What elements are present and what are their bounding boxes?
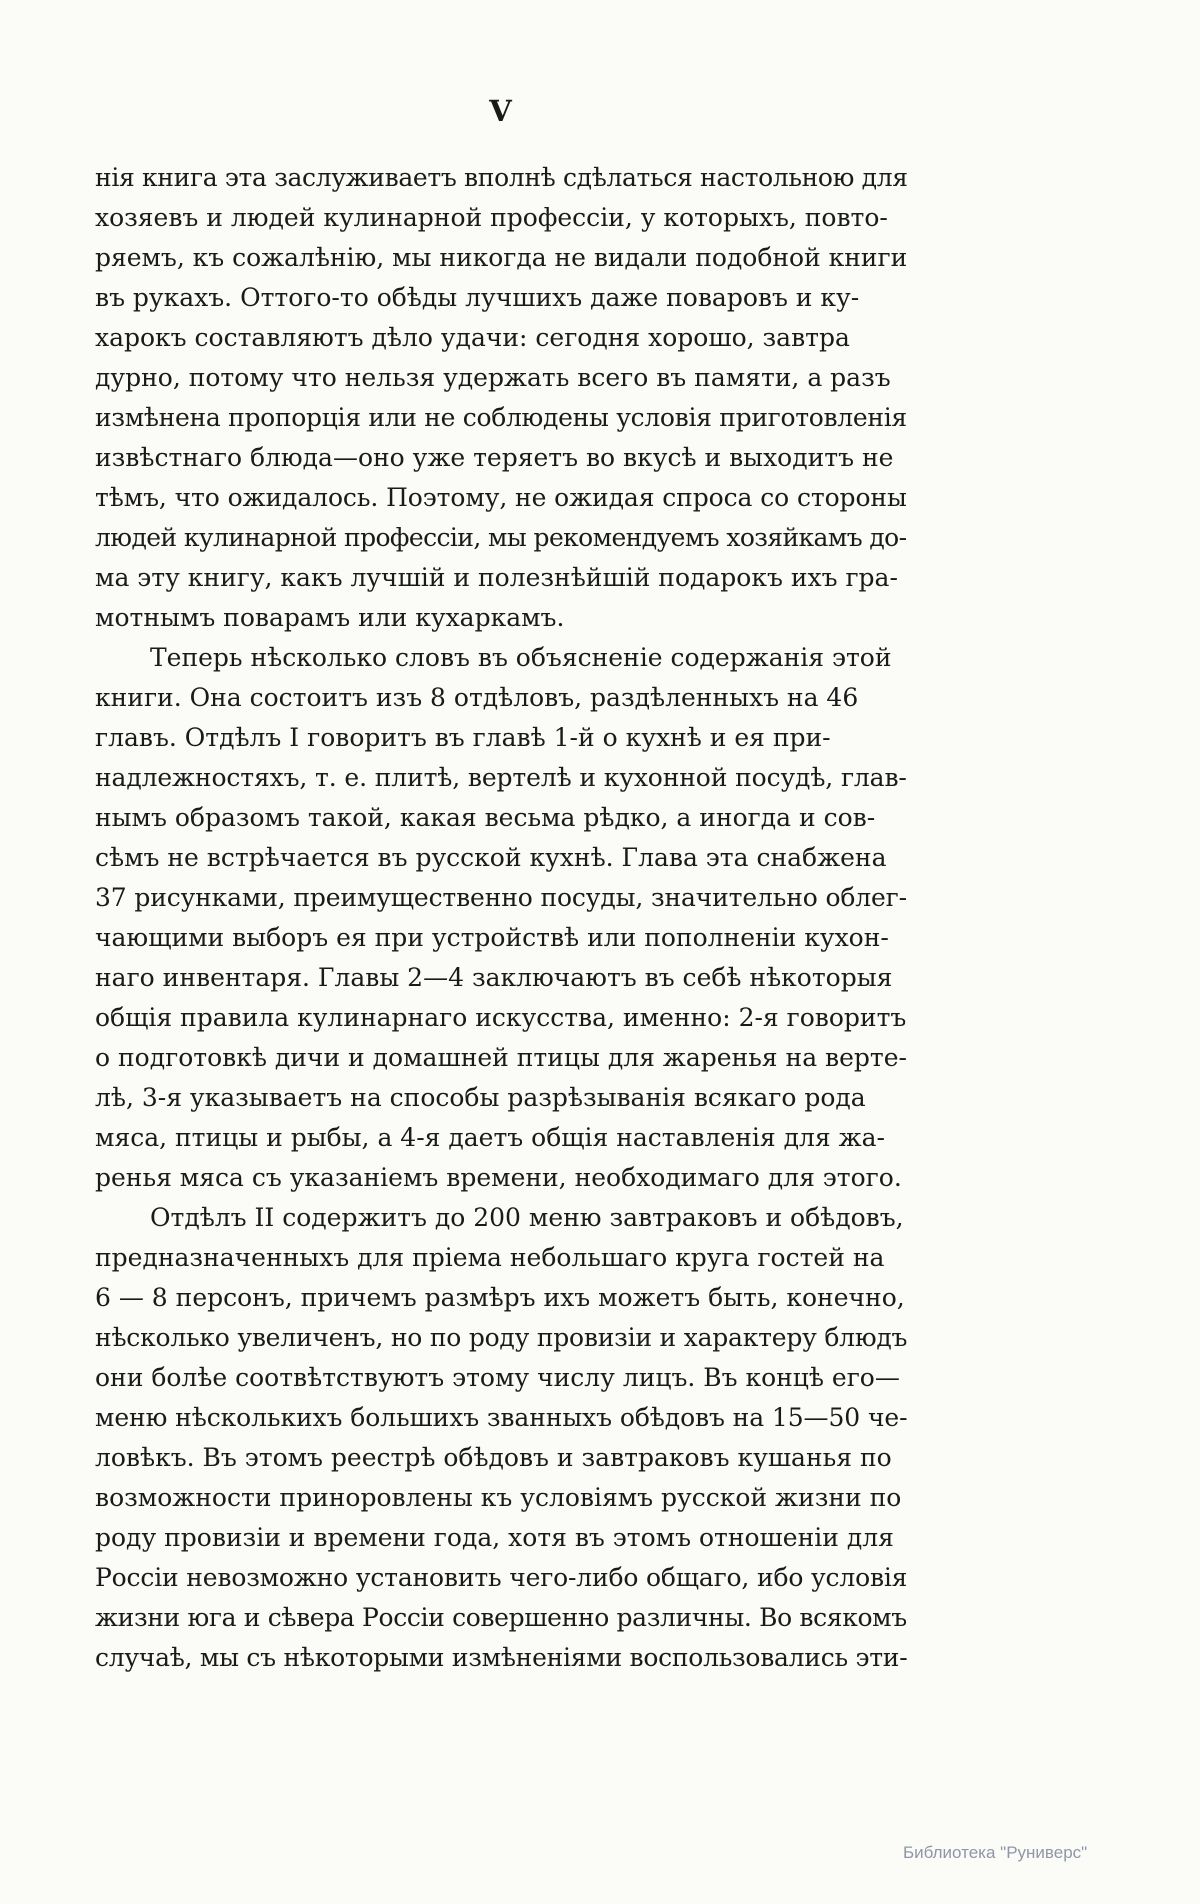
text-line: ренья мяса съ указаніемъ времени, необходимаго для этого. bbox=[95, 1163, 902, 1192]
text-line: общія правила кулинарнаго искусства, именно: 2-я говоритъ bbox=[95, 1003, 907, 1032]
text-line: меню нѣсколькихъ большихъ званныхъ обѣдовъ на 15—50 че- bbox=[95, 1403, 908, 1432]
text-line: предназначенныхъ для пріема небольшаго круга гостей на bbox=[95, 1243, 885, 1272]
text-line: книги. Она состоитъ изъ 8 отдѣловъ, раздѣленныхъ на 46 bbox=[95, 683, 859, 712]
text-line: извѣстнаго блюда—оно уже теряетъ во вкусѣ и выходитъ не bbox=[95, 443, 894, 472]
text-line: людей кулинарной профессіи, мы рекомендуемъ хозяйкамъ до- bbox=[95, 523, 907, 552]
text-line: измѣнена пропорція или не соблюдены условія приготовленія bbox=[95, 403, 907, 432]
paragraph-2 bbox=[95, 638, 907, 1198]
text-line: о подготовкѣ дичи и домашней птицы для жаренья на верте- bbox=[95, 1043, 907, 1072]
text-line: мяса, птицы и рыбы, а 4-я даетъ общія наставленія для жа- bbox=[95, 1123, 885, 1152]
text-line: главъ. Отдѣлъ I говоритъ въ главѣ 1-й о кухнѣ и ея при- bbox=[95, 723, 831, 752]
text-line: Россіи невозможно установить чего-либо общаго, ибо условія bbox=[95, 1563, 908, 1592]
text-line: сѣмъ не встрѣчается въ русской кухнѣ. Глава эта снабжена bbox=[95, 843, 887, 872]
text-line: возможности приноровлены къ условіямъ русской жизни по bbox=[95, 1483, 902, 1512]
text-line: лѣ, 3-я указываетъ на способы разрѣзыванія всякаго рода bbox=[95, 1083, 866, 1112]
text-line: надлежностяхъ, т. е. плитѣ, вертелѣ и кухонной посудѣ, глав- bbox=[95, 763, 907, 792]
text-line: роду провизіи и времени года, хотя въ этомъ отношеніи для bbox=[95, 1523, 894, 1552]
text-line: харокъ составляютъ дѣло удачи: сегодня хорошо, завтра bbox=[95, 323, 850, 352]
paragraph-3 bbox=[95, 1198, 907, 1678]
text-line: жизни юга и сѣвера Россіи совершенно различны. Во всякомъ bbox=[95, 1603, 907, 1632]
text-line: нымъ образомъ такой, какая весьма рѣдко, а иногда и сов- bbox=[95, 803, 876, 832]
page-number: V bbox=[489, 94, 513, 128]
text-line: наго инвентаря. Главы 2—4 заключаютъ въ себѣ нѣкоторыя bbox=[95, 963, 893, 992]
text-line: нія книга эта заслуживаетъ вполнѣ сдѣлаться настольною для bbox=[95, 163, 908, 192]
text-line: хозяевъ и людей кулинарной профессіи, у которыхъ, повто- bbox=[95, 203, 888, 232]
text-line: Теперь нѣсколько словъ въ объясненіе содержанія этой bbox=[150, 643, 892, 672]
text-line: дурно, потому что нельзя удержать всего въ памяти, а разъ bbox=[95, 363, 891, 392]
text-line: въ рукахъ. Оттого-то обѣды лучшихъ даже поваровъ и ку- bbox=[95, 283, 860, 312]
text-line: случаѣ, мы съ нѣкоторыми измѣненіями воспользовались эти- bbox=[95, 1643, 908, 1672]
text-line: 6 — 8 персонъ, причемъ размѣръ ихъ можетъ быть, конечно, bbox=[95, 1283, 905, 1312]
text-line: 37 рисунками, преимущественно посуды, значительно облег- bbox=[95, 883, 907, 912]
text-line: ма эту книгу, какъ лучшій и полезнѣйшій подарокъ ихъ гра- bbox=[95, 563, 898, 592]
text-line: Отдѣлъ II содержитъ до 200 меню завтраковъ и обѣдовъ, bbox=[150, 1203, 904, 1232]
text-line: чающими выборъ ея при устройствѣ или пополненіи кухон- bbox=[95, 923, 889, 952]
text-line: мотнымъ поварамъ или кухаркамъ. bbox=[95, 603, 565, 632]
text-line: ловѣкъ. Въ этомъ реестрѣ обѣдовъ и завтраковъ кушанья по bbox=[95, 1443, 892, 1472]
text-line: ряемъ, къ сожалѣнію, мы никогда не видали подобной книги bbox=[95, 243, 908, 272]
paragraph-1 bbox=[95, 158, 907, 638]
text-block bbox=[95, 158, 907, 1678]
text-line: они болѣе соотвѣтствуютъ этому числу лицъ. Въ концѣ его— bbox=[95, 1363, 900, 1392]
text-line: нѣсколько увеличенъ, но по роду провизіи и характеру блюдъ bbox=[95, 1323, 908, 1352]
library-watermark: Библиотека "Руниверс" bbox=[903, 1843, 1088, 1862]
text-line: тѣмъ, что ожидалось. Поэтому, не ожидая спроса со стороны bbox=[95, 483, 907, 512]
